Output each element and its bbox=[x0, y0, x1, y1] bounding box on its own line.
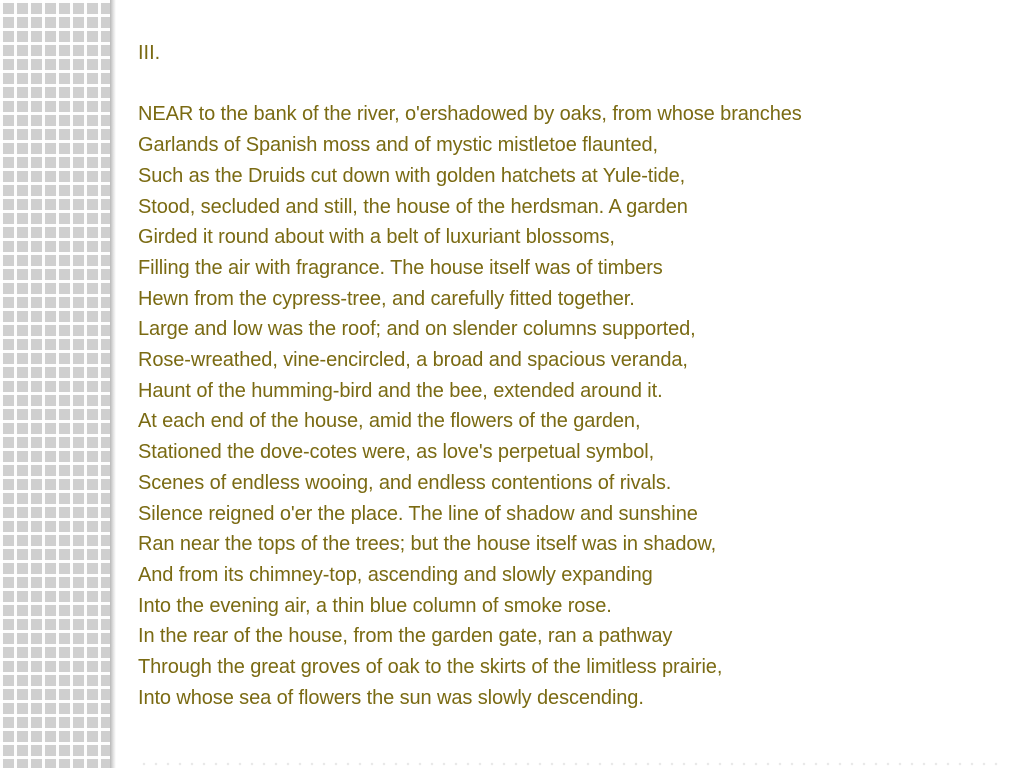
poem-line: Stood, secluded and still, the house of the herdsman. A garden bbox=[138, 195, 688, 218]
poem-content bbox=[138, 38, 998, 713]
poem-line: Stationed the dove-cotes were, as love's perpetual symbol, bbox=[138, 441, 655, 464]
poem-line: Silence reigned o'er the place. The line of shadow and sunshine bbox=[138, 502, 698, 525]
decorative-dotted-footer bbox=[138, 762, 998, 766]
poem-line: Into whose sea of flowers the sun was slowly descending. bbox=[138, 686, 644, 709]
poem-line: Into the evening air, a thin blue column of smoke rose. bbox=[138, 594, 612, 617]
poem-body bbox=[138, 99, 998, 713]
poem-line: Garlands of Spanish moss and of mystic mistletoe flaunted, bbox=[138, 134, 659, 157]
poem-line: In the rear of the house, from the garden gate, ran a pathway bbox=[138, 625, 673, 648]
poem-line: NEAR to the bank of the river, o'ershadowed by oaks, from whose branches bbox=[138, 103, 802, 126]
poem-line: Large and low was the roof; and on slender columns supported, bbox=[138, 318, 696, 341]
sidebar-shadow-edge bbox=[110, 0, 116, 768]
decorative-grid-sidebar bbox=[0, 0, 110, 768]
poem-line: Hewn from the cypress-tree, and carefully fitted together. bbox=[138, 287, 635, 310]
poem-line: Haunt of the humming-bird and the bee, extended around it. bbox=[138, 379, 663, 402]
poem-line: Ran near the tops of the trees; but the house itself was in shadow, bbox=[138, 533, 717, 556]
poem-line: Girded it round about with a belt of luxuriant blossoms, bbox=[138, 226, 615, 249]
blank-line bbox=[138, 69, 998, 100]
poem-line: Scenes of endless wooing, and endless contentions of rivals. bbox=[138, 471, 672, 494]
poem-line: Filling the air with fragrance. The house itself was of timbers bbox=[138, 256, 663, 279]
poem-line: Rose-wreathed, vine-encircled, a broad and spacious veranda, bbox=[138, 349, 688, 372]
section-heading: III. bbox=[138, 42, 161, 64]
poem-line: At each end of the house, amid the flowers of the garden, bbox=[138, 410, 641, 433]
poem-line: Through the great groves of oak to the skirts of the limitless prairie, bbox=[138, 656, 723, 679]
poem-line: Such as the Druids cut down with golden hatchets at Yule-tide, bbox=[138, 164, 686, 187]
poem-line: And from its chimney-top, ascending and slowly expanding bbox=[138, 563, 653, 586]
